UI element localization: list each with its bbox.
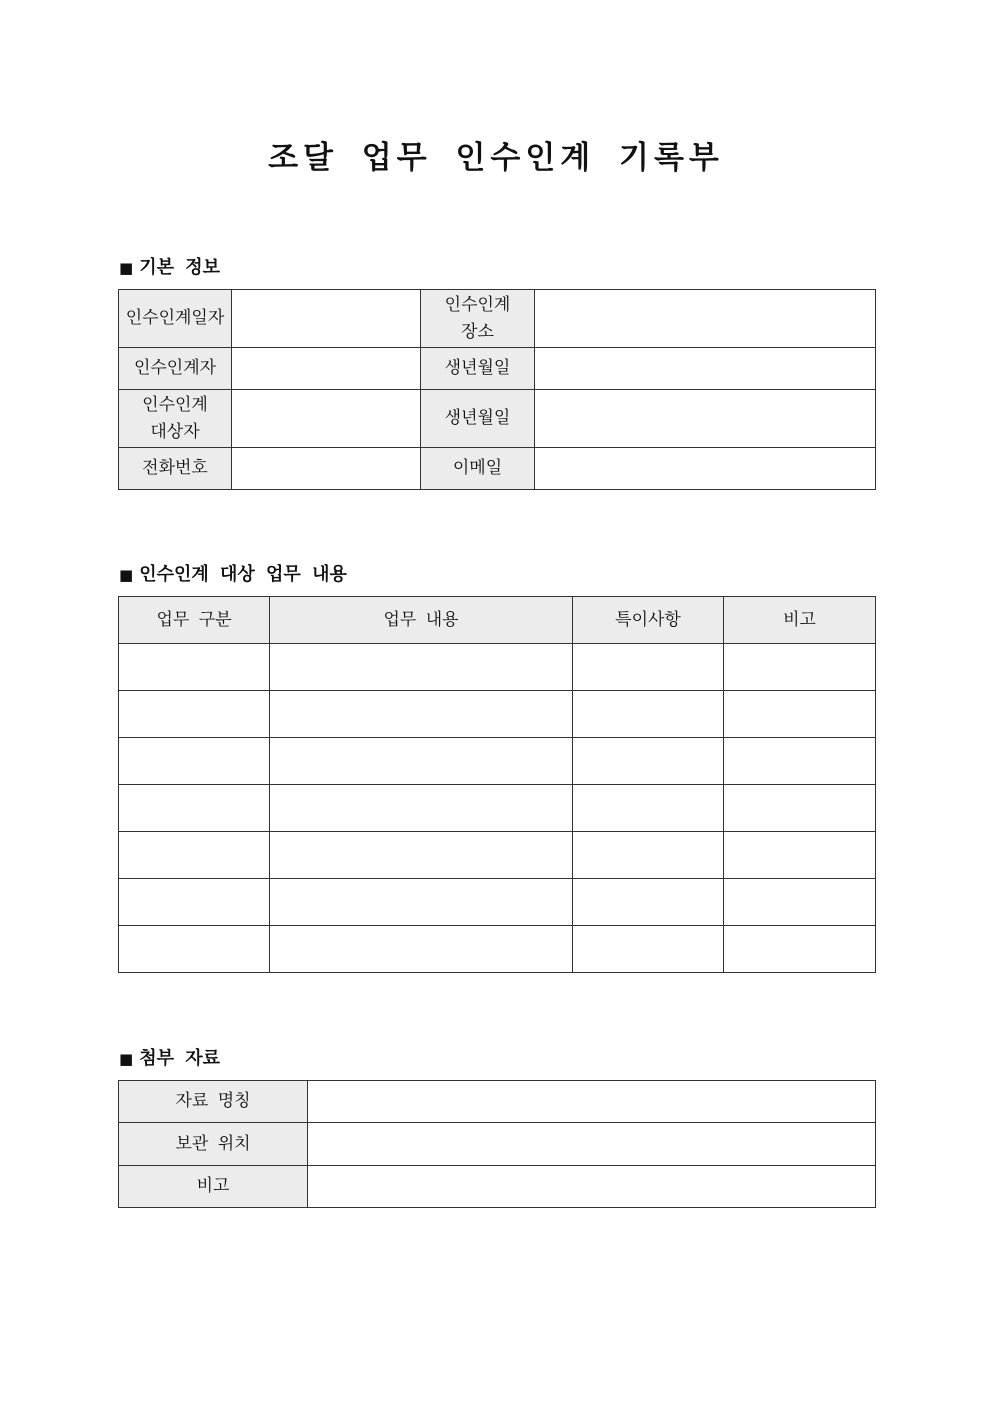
table-row (119, 879, 876, 926)
task-content-cell[interactable] (270, 879, 573, 926)
special-notes-cell[interactable] (573, 691, 724, 738)
task-content-cell[interactable] (270, 691, 573, 738)
receiver-birthdate-field[interactable] (535, 390, 876, 448)
label-material-name: 자료 명칭 (119, 1081, 308, 1123)
phone-field[interactable] (232, 448, 421, 490)
task-content-cell[interactable] (270, 785, 573, 832)
task-category-cell[interactable] (119, 926, 270, 973)
square-bullet-icon: ■ (119, 259, 134, 277)
remarks-cell[interactable] (724, 691, 876, 738)
table-row (119, 1166, 876, 1208)
remarks-cell[interactable] (724, 832, 876, 879)
table-row (119, 290, 876, 348)
section-heading-tasks (119, 560, 347, 586)
remarks-cell[interactable] (724, 879, 876, 926)
label-attachment-remarks: 비고 (119, 1166, 308, 1208)
handover-place-field[interactable] (535, 290, 876, 348)
section-heading-tasks-label: 인수인계 대상 업무 내용 (139, 564, 347, 585)
page-title: 조달 업무 인수인계 기록부 (268, 140, 724, 176)
section-heading-basic-label: 기본 정보 (139, 257, 221, 278)
table-row (119, 348, 876, 390)
special-notes-cell[interactable] (573, 879, 724, 926)
table-row (119, 832, 876, 879)
attachments-table (118, 1080, 876, 1208)
label-giver-birthdate: 생년월일 (421, 348, 535, 390)
task-category-cell[interactable] (119, 738, 270, 785)
square-bullet-icon: ■ (119, 566, 134, 584)
label-handover-receiver: 인수인계 대상자 (119, 390, 232, 448)
table-row (119, 926, 876, 973)
task-content-cell[interactable] (270, 644, 573, 691)
table-header-row (119, 597, 876, 644)
basic-info-table (118, 289, 876, 490)
table-row (119, 644, 876, 691)
task-category-cell[interactable] (119, 691, 270, 738)
label-handover-date: 인수인계일자 (119, 290, 232, 348)
square-bullet-icon: ■ (119, 1050, 134, 1068)
table-row (119, 785, 876, 832)
remarks-cell[interactable] (724, 785, 876, 832)
material-name-field[interactable] (308, 1081, 876, 1123)
label-receiver-birthdate: 생년월일 (421, 390, 535, 448)
table-row (119, 691, 876, 738)
task-content-cell[interactable] (270, 926, 573, 973)
tasks-table (118, 596, 876, 973)
column-header-remarks: 비고 (724, 597, 876, 644)
label-phone: 전화번호 (119, 448, 232, 490)
section-heading-attachments-label: 첨부 자료 (139, 1048, 221, 1069)
special-notes-cell[interactable] (573, 644, 724, 691)
table-row (119, 390, 876, 448)
table-row (119, 1123, 876, 1166)
column-header-task-content: 업무 내용 (270, 597, 573, 644)
label-storage-location: 보관 위치 (119, 1123, 308, 1166)
section-heading-basic (119, 253, 220, 279)
section-heading-attachments (119, 1044, 220, 1070)
task-category-cell[interactable] (119, 644, 270, 691)
special-notes-cell[interactable] (573, 785, 724, 832)
table-row (119, 1081, 876, 1123)
giver-birthdate-field[interactable] (535, 348, 876, 390)
handover-giver-field[interactable] (232, 348, 421, 390)
task-category-cell[interactable] (119, 785, 270, 832)
special-notes-cell[interactable] (573, 738, 724, 785)
column-header-special-notes: 특이사항 (573, 597, 724, 644)
task-content-cell[interactable] (270, 832, 573, 879)
task-category-cell[interactable] (119, 879, 270, 926)
label-handover-giver: 인수인계자 (119, 348, 232, 390)
email-field[interactable] (535, 448, 876, 490)
table-row (119, 448, 876, 490)
storage-location-field[interactable] (308, 1123, 876, 1166)
remarks-cell[interactable] (724, 644, 876, 691)
table-row (119, 738, 876, 785)
handover-date-field[interactable] (232, 290, 421, 348)
attachment-remarks-field[interactable] (308, 1166, 876, 1208)
remarks-cell[interactable] (724, 926, 876, 973)
special-notes-cell[interactable] (573, 832, 724, 879)
task-category-cell[interactable] (119, 832, 270, 879)
label-handover-place: 인수인계 장소 (421, 290, 535, 348)
label-email: 이메일 (421, 448, 535, 490)
column-header-task-category: 업무 구분 (119, 597, 270, 644)
handover-receiver-field[interactable] (232, 390, 421, 448)
task-content-cell[interactable] (270, 738, 573, 785)
remarks-cell[interactable] (724, 738, 876, 785)
special-notes-cell[interactable] (573, 926, 724, 973)
